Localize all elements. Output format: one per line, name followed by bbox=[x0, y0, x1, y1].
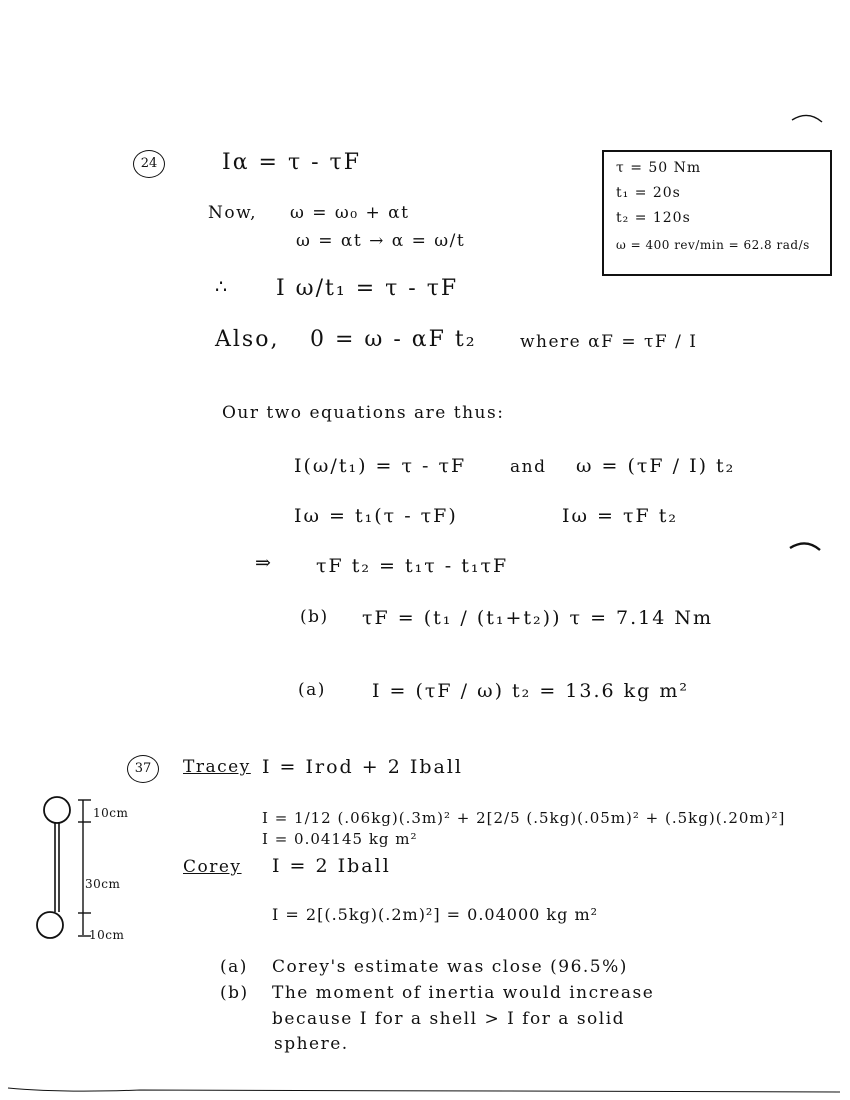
equation-omega-alpha: ω = αt → α = ω/t bbox=[296, 231, 466, 251]
equation-i-omega-t1: I ω/t₁ = τ - τF bbox=[276, 276, 459, 301]
therefore-symbol: ∴ bbox=[215, 276, 230, 298]
equation-torque: Iα = τ - τF bbox=[222, 150, 361, 175]
now-label: Now, bbox=[208, 203, 258, 223]
equation-tracey: I = Irod + 2 Iball bbox=[262, 756, 463, 778]
answer-b-label: (b) bbox=[220, 983, 249, 1003]
equation-where-alpha-f: where αF = τF / I bbox=[520, 332, 698, 352]
and-word: and bbox=[510, 457, 547, 477]
equation-pair-1b: ω = (τF / I) t₂ bbox=[576, 455, 736, 477]
problem-number-37: 37 bbox=[127, 755, 159, 783]
corey-label: Corey bbox=[183, 857, 242, 877]
part-a-label: (a) bbox=[298, 680, 326, 700]
diagram-top-label: 10cm bbox=[93, 806, 129, 820]
also-label: Also, bbox=[215, 327, 280, 352]
part-b-label: (b) bbox=[300, 607, 329, 627]
problem-number-24: 24 bbox=[133, 150, 165, 178]
answer-a-text: Corey's estimate was close (96.5%) bbox=[272, 957, 628, 977]
our-two-equations-text: Our two equations are thus: bbox=[222, 403, 505, 423]
equation-pair-1a: I(ω/t₁) = τ - τF bbox=[294, 455, 467, 477]
equation-friction-torque: τF = (t₁ / (t₁+t₂)) τ = 7.14 Nm bbox=[362, 607, 714, 629]
equation-deceleration: 0 = ω - αF t₂ bbox=[310, 327, 477, 352]
given-t2: t₂ = 120s bbox=[616, 210, 691, 226]
equation-corey: I = 2 Iball bbox=[272, 855, 391, 877]
implies-arrow: ⇒ bbox=[255, 552, 273, 574]
equation-tracey-result: I = 0.04145 kg m² bbox=[262, 830, 418, 848]
answer-b-line2: because I for a shell > I for a solid bbox=[272, 1009, 626, 1029]
equation-corey-calc: I = 2[(.5kg)(.2m)²] = 0.04000 kg m² bbox=[272, 905, 599, 924]
equation-pair-2b: Iω = τF t₂ bbox=[562, 505, 678, 527]
answer-b-line1: The moment of inertia would increase bbox=[272, 983, 655, 1003]
equation-kinematics: ω = ω₀ + αt bbox=[290, 203, 410, 223]
equation-moment-inertia: I = (τF / ω) t₂ = 13.6 kg m² bbox=[372, 680, 689, 702]
given-tau: τ = 50 Nm bbox=[616, 160, 702, 176]
diagram-bottom-label: 10cm bbox=[89, 928, 125, 942]
answer-b-line3: sphere. bbox=[274, 1034, 349, 1054]
equation-tracey-calc: I = 1/12 (.06kg)(.3m)² + 2[2/5 (.5kg)(.05m)² + (.5kg)(.20m)²] bbox=[262, 809, 786, 827]
equation-combined: τF t₂ = t₁τ - t₁τF bbox=[316, 555, 509, 577]
equation-pair-2a: Iω = t₁(τ - τF) bbox=[294, 505, 458, 527]
answer-a-label: (a) bbox=[220, 957, 248, 977]
given-t1: t₁ = 20s bbox=[616, 185, 681, 201]
tracey-label: Tracey bbox=[183, 757, 251, 777]
diagram-mid-label: 30cm bbox=[85, 877, 121, 891]
given-omega: ω = 400 rev/min = 62.8 rad/s bbox=[616, 238, 810, 252]
